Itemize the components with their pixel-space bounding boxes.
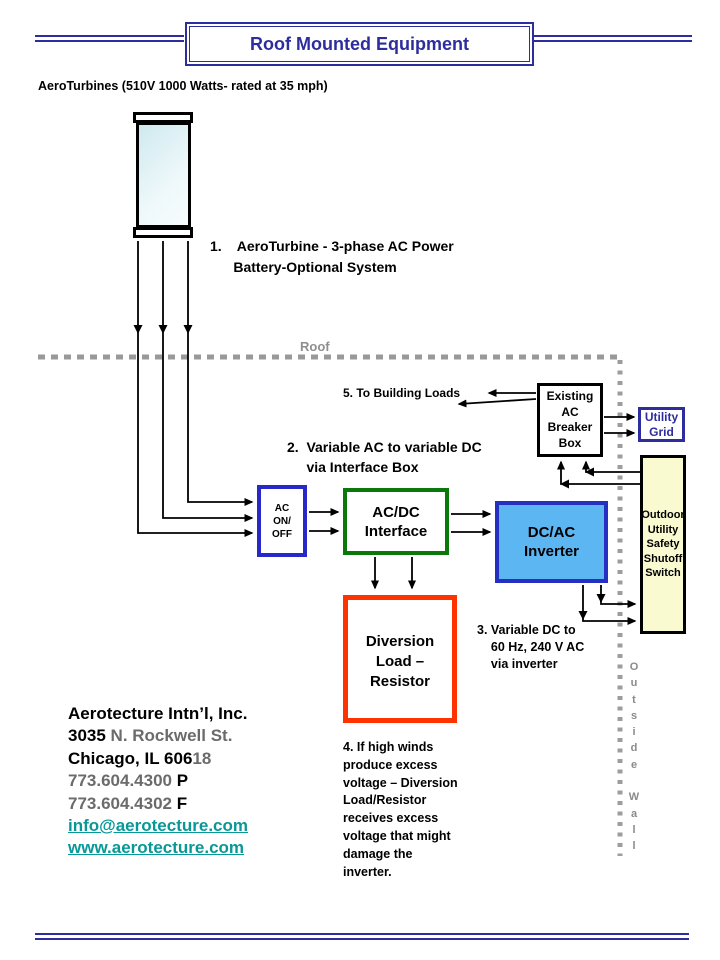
utility-grid-label: Utility Grid [644,409,679,439]
contact-website-link[interactable]: www.aerotecture.com [68,838,245,858]
ac-on-off-switch-label: AC ON/ OFF [272,502,292,540]
acdc-interface-box [343,488,449,555]
diversion-load-resistor-box [343,595,457,723]
turbine-phase-wires [138,241,252,533]
contact-phone: 773.604.4300 P [68,771,189,791]
interface-to-diversion-arrows [375,557,412,588]
page-title: Roof Mounted Equipment [250,33,469,54]
diversion-load-label: Diversion Load – Resistor [365,633,435,690]
title-banner [185,22,534,66]
breaker-box-label: Existing AC Breaker Box [546,389,594,450]
shutoff-to-breaker-arrows [561,462,640,484]
contact-company: Aerotecture Intn’l, Inc. [68,704,248,723]
dcac-inverter-box [495,501,608,583]
acdc-interface-label: AC/DC Interface [364,503,428,540]
note-3-variable-dc-to-ac: 3. Variable DC to 60 Hz, 240 V AC via inverter [477,623,585,671]
interface-to-inverter-arrows [451,514,490,532]
breaker-to-loads-arrows [459,393,536,404]
note-2-variable-ac-to-dc: 2. Variable AC to variable DC via Interface Box [287,439,482,475]
existing-ac-breaker-box [537,383,603,457]
title-banner-inner-border [189,26,530,62]
aeroturbines-rating-label: AeroTurbines (510V 1000 Watts- rated at 35 mph) [38,79,328,93]
inverter-to-shutoff-arrows [583,585,635,621]
contact-email-link[interactable]: info@aerotecture.com [68,816,249,836]
note-1-aeroturbine: 1. AeroTurbine - 3-phase AC Power Battery-Optional System [210,238,454,275]
contact-fax: 773.604.4302 F [68,793,188,813]
phase-wire-mid-arrowheads [134,325,193,334]
note-5-to-building-loads: 5. To Building Loads [343,386,461,400]
contact-city: Chicago, IL 60618 [68,748,212,768]
contact-block [68,703,248,860]
turbine-symbol [136,122,191,228]
outside-wall-label: O u t s i d e W a l l [628,661,640,853]
turbine-bottom-cap [133,227,193,238]
outdoor-utility-safety-shutoff-switch-box [640,455,686,634]
dcac-inverter-label: DC/AC Inverter [523,524,580,560]
note-4-diversion-load: 4. If high winds produce excess voltage – Diversion Load/Resistor receives excess voltage that might damage the inverter. [343,740,458,879]
contact-street: 3035 N. Rockwell St. [68,726,233,746]
roof-label: Roof [300,339,330,354]
utility-grid-box [638,407,685,442]
shutoff-to-breaker-mid-arrowheads [560,468,594,489]
footer-double-rule [35,934,689,939]
switch-to-interface-arrows [309,512,338,531]
ac-on-off-switch-box [257,485,307,557]
outdoor-shutoff-switch-label: Outdoor Utility Safety Shutoff Switch [641,509,685,579]
